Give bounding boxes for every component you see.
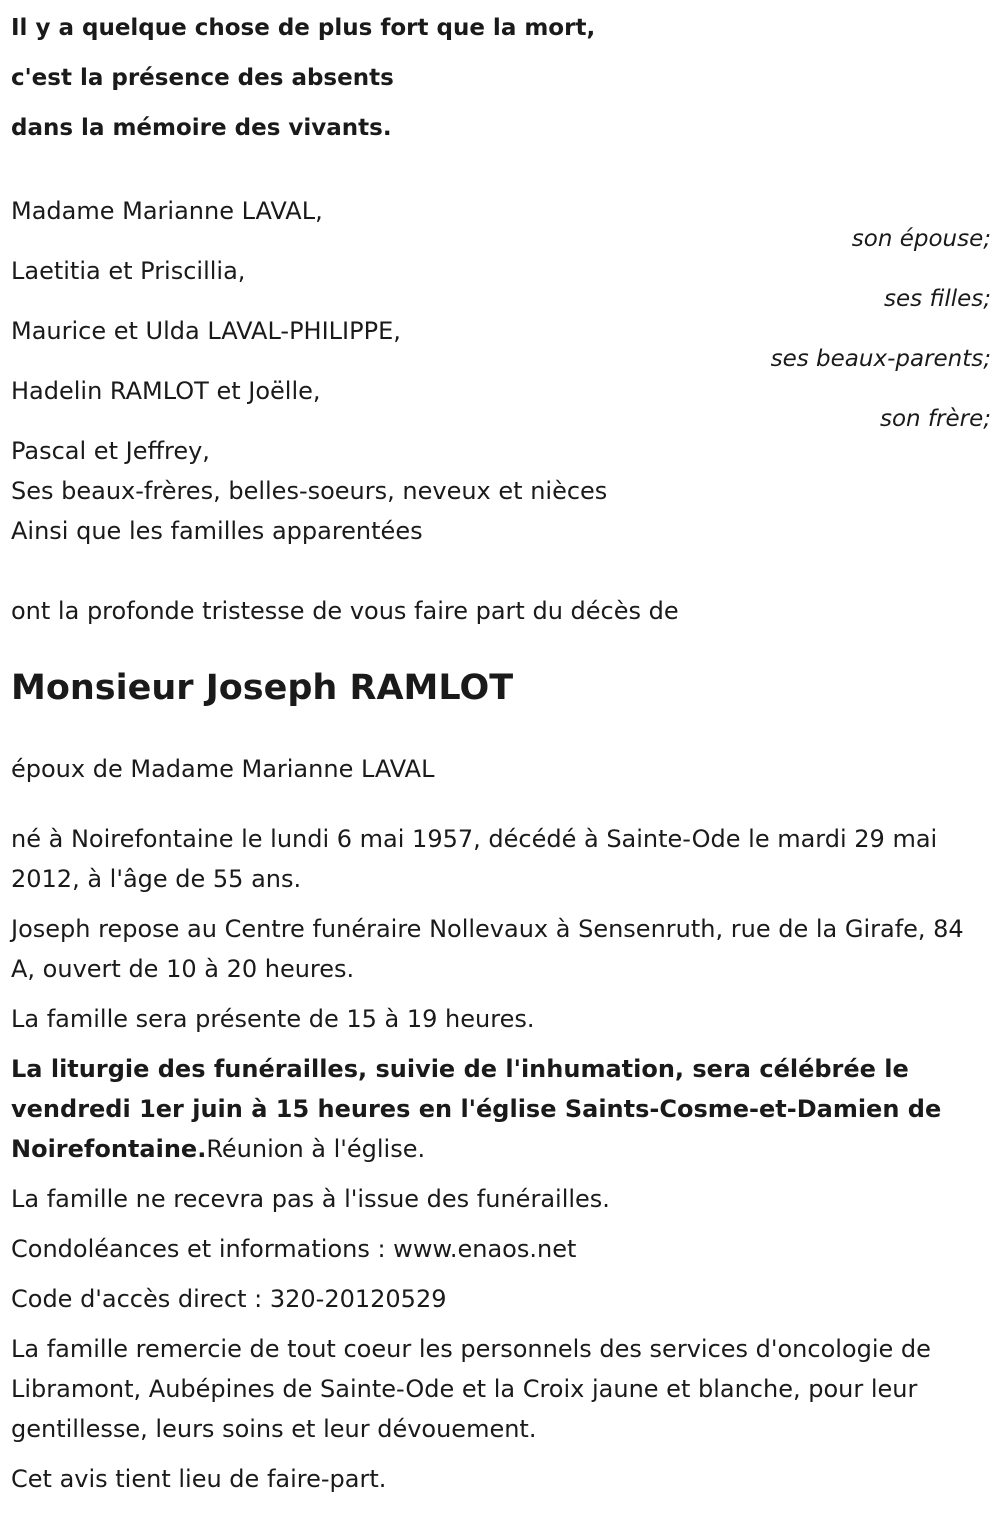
birth-death-details: né à Noirefontaine le lundi 6 mai 1957, décédé à Sainte-Ode le mardi 29 mai 2012, à l'âge de 55 ans. <box>11 825 938 893</box>
epigraph-quote <box>11 3 991 153</box>
family-others-line: Pascal et Jeffrey, <box>11 437 210 465</box>
family-member-role: ses beaux-parents; <box>770 346 991 372</box>
liturgy-bold-text: La liturgie des funérailles, suivie de l'inhumation, sera célébrée le vendredi 1er juin à 15 heures en l'église Saints-Cosme-et-Damien de Noirefontaine. <box>11 1055 942 1163</box>
family-member-role: ses filles; <box>884 286 991 312</box>
access-code: Code d'accès direct : 320-20120529 <box>11 1285 447 1313</box>
quote-line: c'est la présence des absents <box>11 65 394 91</box>
family-member <box>11 191 991 251</box>
obituary-notice <box>11 0 991 1509</box>
family-others-line: Ainsi que les familles apparentées <box>11 517 423 545</box>
announcement-intro: ont la profonde tristesse de vous faire part du décès de <box>11 597 679 625</box>
family-presence: La famille sera présente de 15 à 19 heures. <box>11 1005 535 1033</box>
resting-place-details: Joseph repose au Centre funéraire Nollevaux à Sensenruth, rue de la Girafe, 84 A, ouvert de 10 à 20 heures. <box>11 915 964 983</box>
family-member-role: son épouse; <box>851 226 991 252</box>
liturgy-details <box>11 1049 991 1169</box>
family-member-name: Madame Marianne LAVAL, <box>11 197 323 225</box>
family-others-line: Ses beaux-frères, belles-soeurs, neveux et nièces <box>11 477 608 505</box>
family-member <box>11 311 991 371</box>
quote-line: Il y a quelque chose de plus fort que la mort, <box>11 15 596 41</box>
family-list <box>11 191 991 551</box>
quote-line: dans la mémoire des vivants. <box>11 115 392 141</box>
no-reception-note: La famille ne recevra pas à l'issue des funérailles. <box>11 1185 610 1213</box>
family-member-role: son frère; <box>879 406 991 432</box>
family-member <box>11 251 991 311</box>
spouse-line: époux de Madame Marianne LAVAL <box>11 755 435 783</box>
family-member-name: Hadelin RAMLOT et Joëlle, <box>11 377 321 405</box>
closing-note: Cet avis tient lieu de faire-part. <box>11 1465 387 1493</box>
family-member-name: Maurice et Ulda LAVAL-PHILIPPE, <box>11 317 401 345</box>
liturgy-meeting-text: Réunion à l'église. <box>206 1135 426 1163</box>
family-member <box>11 371 991 431</box>
thanks-message: La famille remercie de tout coeur les personnels des services d'oncologie de Libramont, Aubépines de Sainte-Ode et la Croix jaune et blanche, pour leur gentillesse, leurs soins et leur dévouement. <box>11 1335 931 1443</box>
condolences-info: Condoléances et informations : www.enaos.net <box>11 1235 577 1263</box>
family-member-name: Laetitia et Priscillia, <box>11 257 246 285</box>
deceased-name: Monsieur Joseph RAMLOT <box>11 668 514 708</box>
